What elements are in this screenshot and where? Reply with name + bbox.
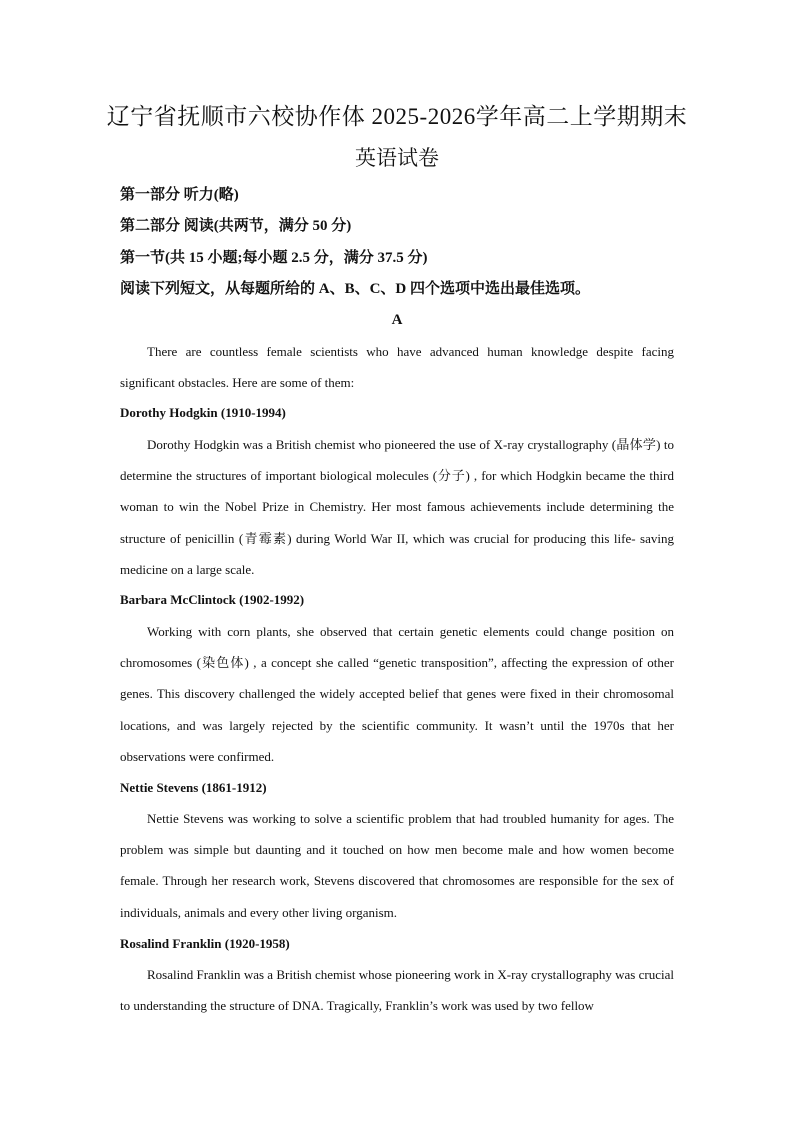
scientist-paragraph-text: Working with corn plants, she observed that certain genetic elements could change position on chromosomes (染色体) , a concept she called “genetic transposition”, affecting the expression of other genes. This discovery challenged the widely accepted belief that genes were fixed in their chromosomal locations, and was largely rejected by the scientific community. It wasn’t until the 1970s that her observations were confirmed. [120,624,674,764]
exam-title-line1: 辽宁省抚顺市六校协作体 2025-2026学年高二上学期期末 [106,104,688,129]
part2-heading: 第二部分 阅读(共两节，满分 50 分) [120,218,352,234]
scientist-paragraph [120,803,674,928]
scientist-name: Nettie Stevens (1861-1912) [120,780,267,795]
part1-heading: 第一部分 听力(略) [120,187,239,203]
scientist-name: Rosalind Franklin (1920-1958) [120,936,290,951]
scientist-paragraph [120,959,674,1021]
exam-title-line2: 英语试卷 [355,146,439,170]
scientist-paragraph-text: Dorothy Hodgkin was a British chemist who pioneered the use of X-ray crystallography (晶体学) to determine the structures of important biological molecules (分子) , for which Hodgkin became the third woman to win the Nobel Prize in Chemistry. Her most famous achievements include determining the structure of penicillin (青霉素) during World War II, which was crucial for producing this life- saving medicine on a large scale. [120,437,674,577]
passage-intro [120,336,674,398]
section1-heading: 第一节(共 15 小题;每小题 2.5 分，满分 37.5 分) [120,250,428,266]
scientist-paragraph-text: Nettie Stevens was working to solve a scientific problem that had troubled humanity for ages. The problem was simple but daunting and it touched on how men become male and how women become female. Through her research work, Stevens discovered that chromosomes are responsible for the sex of individuals, animals and every other living organism. [120,811,674,920]
passage-label: A [391,312,403,328]
scientist-name: Dorothy Hodgkin (1910-1994) [120,405,286,420]
passage-intro-text: There are countless female scientists who have advanced human knowledge despite facing significant obstacles. Here are some of them: [120,344,674,391]
scientist-paragraph [120,429,674,585]
reading-instruction: 阅读下列短文，从每题所给的 A、B、C、D 四个选项中选出最佳选项。 [120,281,591,297]
scientist-name: Barbara McClintock (1902-1992) [120,592,305,607]
scientist-paragraph [120,616,674,772]
scientist-paragraph-text: Rosalind Franklin was a British chemist whose pioneering work in X-ray crystallography was crucial to understanding the structure of DNA. Tragically, Franklin’s work was used by two fellow [120,967,674,1014]
